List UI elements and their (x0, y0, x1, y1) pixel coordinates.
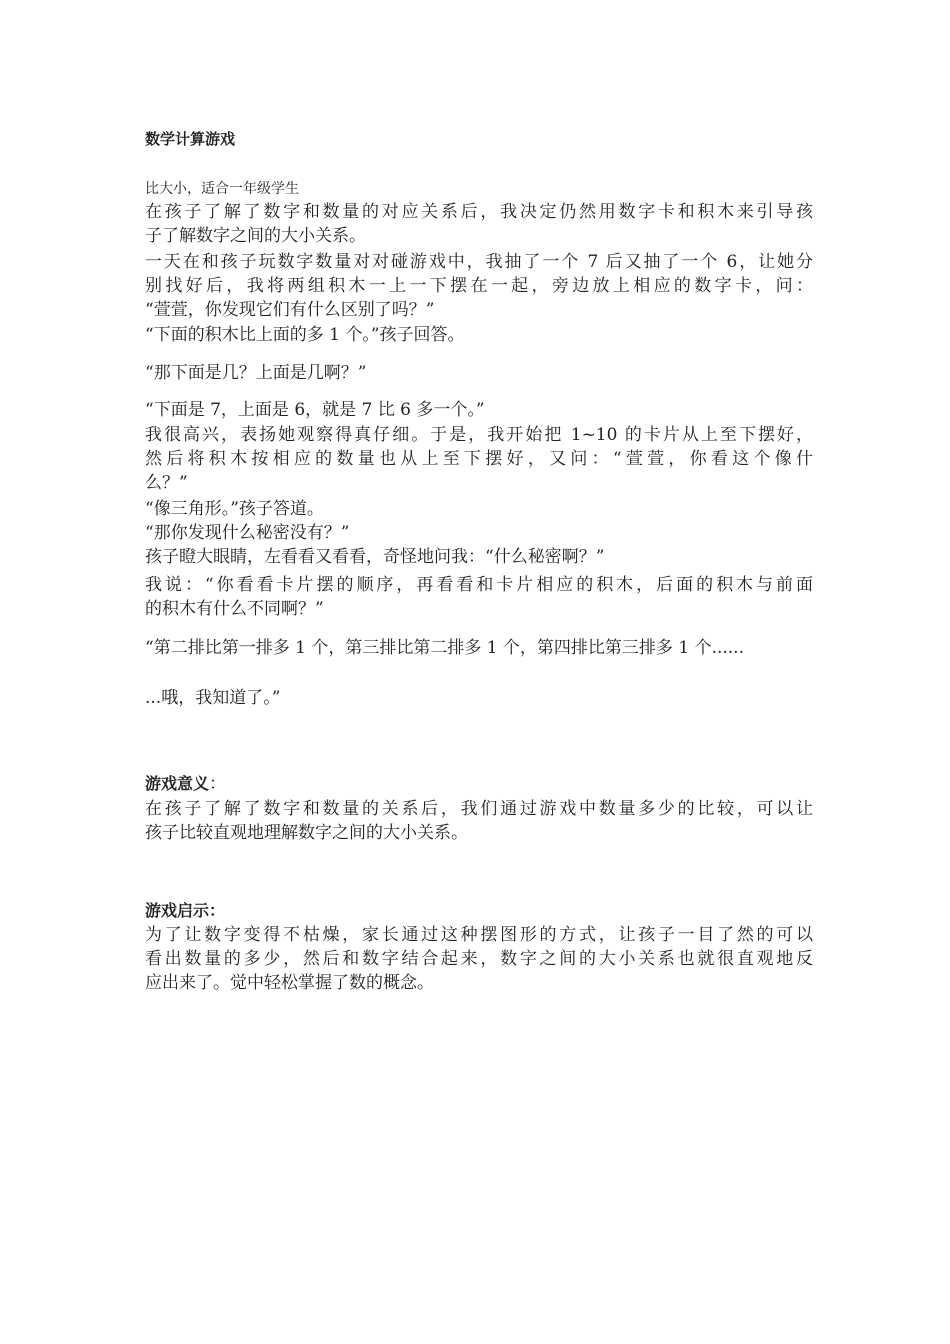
text-line: 子了解数字之间的大小关系。 (145, 226, 366, 246)
section-meaning-heading (145, 772, 813, 796)
story-paragraph-4 (145, 545, 813, 569)
text-line: 应出来了。觉中轻松掌握了数的概念。 (145, 973, 434, 993)
text-line: “萱萱，你发现它们有什么区别了吗？” (145, 300, 435, 320)
text-line: 么？” (145, 473, 188, 493)
text-line: “下面是 7，上面是 6，就是 7 比 6 多一个。” (145, 400, 485, 420)
text-line: 一天在和孩子玩数字数量对对碰游戏中，我抽了一个 7 后又抽了一个 6，让她分 (145, 252, 813, 272)
section-insight-heading (145, 899, 813, 923)
text-line: 然后将积木按相应的数量也从上至下摆好，又问：“萱萱，你看这个像什 (145, 449, 813, 469)
story-paragraph-1 (145, 200, 813, 248)
text-line: “下面的积木比上面的多 1 个。”孩子回答。 (145, 325, 465, 345)
text-line: 我很高兴，表扬她观察得真仔细。于是，我开始把 1~10 的卡片从上至下摆好， (145, 425, 813, 445)
text-line: 的积木有什么不同啊？” (145, 599, 324, 619)
page-title: 数学计算游戏 (145, 130, 236, 148)
text-line: 孩子瞪大眼睛，左看看又看看，奇怪地问我：“什么秘密啊？” (145, 547, 605, 567)
subtitle: 比大小，适合一年级学生 (145, 181, 299, 197)
text-line: “像三角形。”孩子答道。 (145, 499, 324, 519)
text-line: 我说：“你看看卡片摆的顺序，再看看和卡片相应的积木，后面的积木与前面 (145, 575, 813, 595)
section-insight-body (145, 923, 813, 995)
text-line: ...哦，我知道了。” (145, 688, 281, 708)
text-line: 孩子比较直观地理解数字之间的大小关系。 (145, 823, 468, 843)
text-line: “那你发现什么秘密没有？” (145, 523, 350, 543)
text-line: 别找好后，我将两组积木一上一下摆在一起，旁边放上相应的数字卡，问： (145, 276, 813, 296)
story-paragraph-5 (145, 573, 813, 621)
dialogue-answer-4-end (145, 686, 813, 710)
text-line: 在孩子了解了数字和数量的对应关系后，我决定仍然用数字卡和积木来引导孩 (145, 202, 813, 222)
text-line: 在孩子了解了数字和数量的关系后，我们通过游戏中数量多少的比较，可以让 (145, 799, 813, 819)
story-paragraph-3 (145, 423, 813, 495)
text-line: 为了让数字变得不枯燥，家长通过这种摆图形的方式，让孩子一目了然的可以 (145, 925, 813, 945)
text-line: “那下面是几？上面是几啊？” (145, 363, 367, 383)
dialogue-answer-2 (145, 398, 813, 422)
dialogue-question-2 (145, 361, 813, 385)
dialogue-question-3 (145, 521, 813, 545)
story-paragraph-2 (145, 250, 813, 298)
section-meaning-body (145, 797, 813, 845)
dialogue-question-1 (145, 298, 813, 322)
section-heading: 游戏启示： (145, 901, 226, 920)
text-line: 看出数量的多少，然后和数字结合起来，数字之间的大小关系也就很直观地反 (145, 949, 813, 969)
dialogue-answer-3 (145, 497, 813, 521)
section-heading: 游戏意义 (145, 774, 210, 793)
text-line: “第二排比第一排多 1 个，第三排比第二排多 1 个，第四排比第三排多 1 个...... (145, 638, 744, 658)
dialogue-answer-1 (145, 323, 813, 347)
dialogue-answer-4 (145, 636, 813, 660)
heading-colon: ： (209, 774, 227, 794)
